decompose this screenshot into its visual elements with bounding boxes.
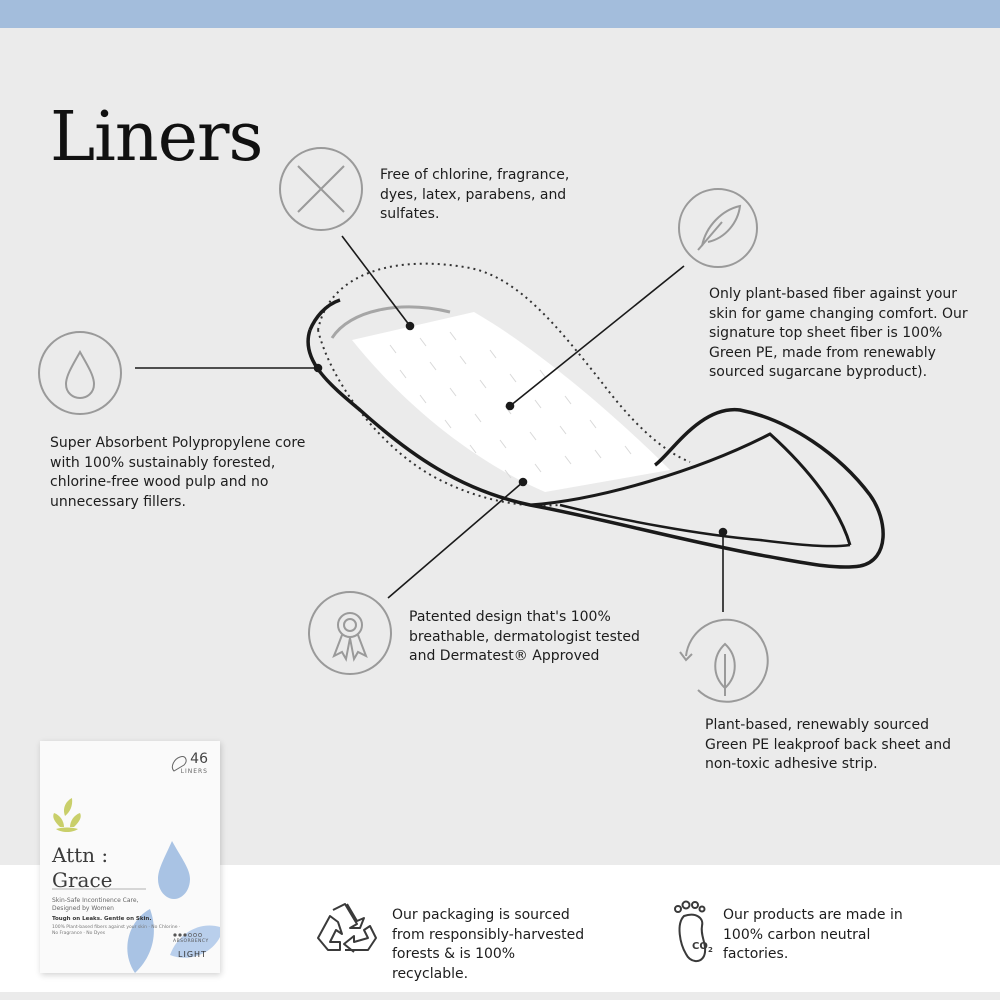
package-brand-line1: Attn : xyxy=(52,843,109,867)
package-brand xyxy=(52,843,162,893)
packaging-text: Our packaging is sourced from responsibly-harvested forests & is 100% recyclable. xyxy=(392,907,585,982)
co2-glyph: CO xyxy=(692,941,708,952)
package-feature-list: 100% Plant-based fibers against your skin · No Chlorine · No Fragrance · No Dyes xyxy=(52,925,181,936)
water-drop-icon xyxy=(158,841,190,899)
co2-subscript: 2 xyxy=(708,946,713,954)
feature-free-of-text: Free of chlorine, fragrance, dyes, latex, parabens, and sulfates. xyxy=(380,167,570,222)
carbon-neutral-text: Our products are made in 100% carbon neutral factories. xyxy=(723,907,903,962)
product-package xyxy=(40,741,220,973)
package-absorbency-label: ABSORBENCY xyxy=(173,939,209,944)
page-title: Liners xyxy=(50,97,263,177)
feature-back-sheet-text: Plant-based, renewably sourced Green PE leakproof back sheet and non-toxic adhesive strip. xyxy=(705,717,952,772)
package-absorbency-level: LIGHT xyxy=(178,950,207,959)
recycle-icon xyxy=(318,904,376,952)
feature-plant-fiber-text: Only plant-based fiber against your skin for game changing comfort. Our signature top sheet fiber is 100% Green PE, made from renewably sourced sugarcane byproduct). xyxy=(709,286,968,380)
footprint-co2-icon xyxy=(675,902,705,962)
package-strapline: Tough on Leaks. Gentle on Skin. xyxy=(52,916,152,922)
leaf-cycle-icon xyxy=(680,620,768,702)
award-ribbon-icon xyxy=(309,592,391,674)
feature-core-text: Super Absorbent Polypropylene core with 100% sustainably forested, chlorine-free wood pulp and no unnecessary fillers. xyxy=(50,435,306,510)
package-brand-line2: Grace xyxy=(52,868,113,892)
droplet-icon xyxy=(39,332,121,414)
x-circle-icon xyxy=(280,148,362,230)
package-count-label: LINERS xyxy=(180,768,208,775)
feather-icon xyxy=(679,189,757,267)
feature-patented-text: Patented design that's 100% breathable, dermatologist tested and Dermatest® Approved xyxy=(409,609,640,664)
sprout-logo-icon xyxy=(53,798,81,832)
package-count: 46 xyxy=(190,751,208,767)
package-tagline: Skin-Safe Incontinence Care, Designed by Women xyxy=(52,897,139,912)
